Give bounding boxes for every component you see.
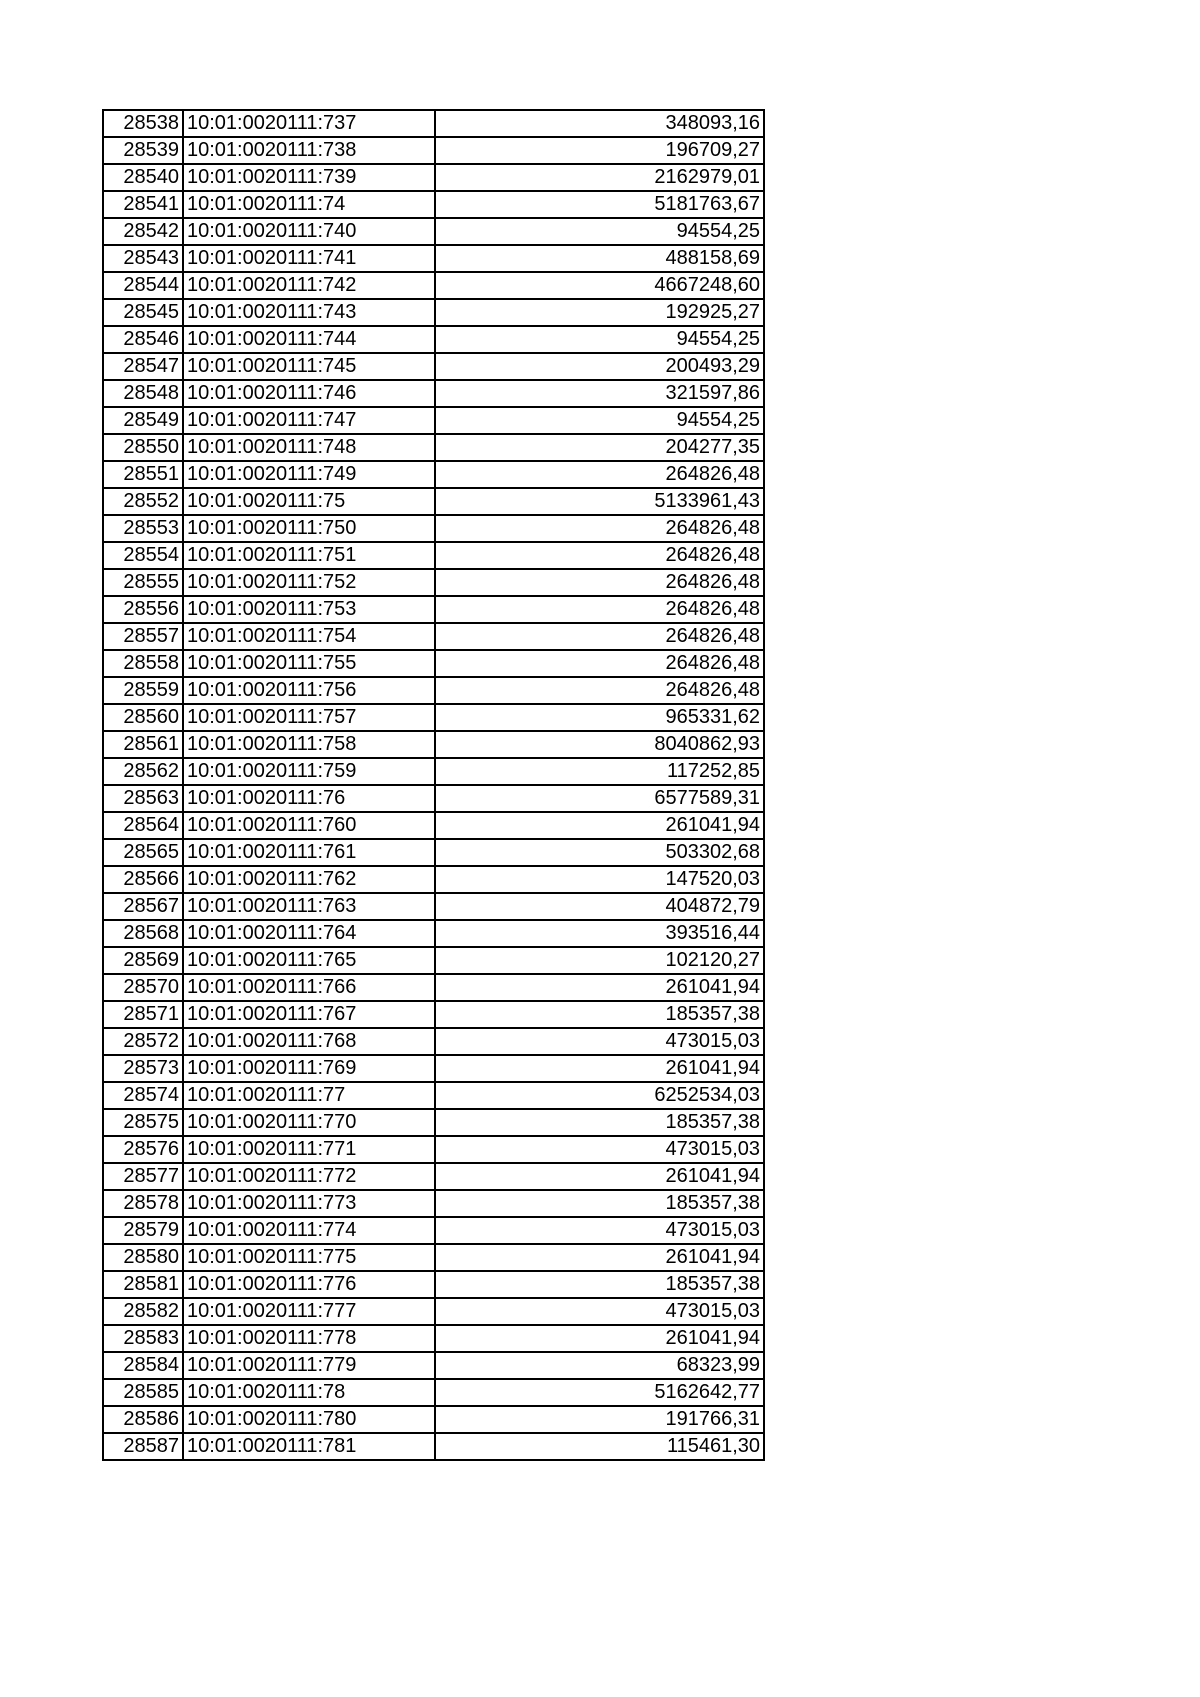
table-row	[103, 110, 764, 137]
table-row	[103, 1163, 764, 1190]
row-number-cell: 28544	[103, 272, 183, 299]
cadastral-number-cell: 10:01:0020111:752	[183, 569, 435, 596]
cadastral-number-cell: 10:01:0020111:764	[183, 920, 435, 947]
cadastral-number-cell: 10:01:0020111:740	[183, 218, 435, 245]
row-number-cell: 28581	[103, 1271, 183, 1298]
cadastral-number-cell: 10:01:0020111:770	[183, 1109, 435, 1136]
table-row	[103, 1190, 764, 1217]
value-cell: 261041,94	[435, 1325, 764, 1352]
table-row	[103, 1433, 764, 1460]
table-row	[103, 1001, 764, 1028]
table-row	[103, 434, 764, 461]
table-row	[103, 380, 764, 407]
table-row	[103, 1379, 764, 1406]
cadastral-number-cell: 10:01:0020111:773	[183, 1190, 435, 1217]
row-number-cell: 28574	[103, 1082, 183, 1109]
row-number-cell: 28559	[103, 677, 183, 704]
cadastral-number-cell: 10:01:0020111:78	[183, 1379, 435, 1406]
cadastral-number-cell: 10:01:0020111:776	[183, 1271, 435, 1298]
value-cell: 94554,25	[435, 407, 764, 434]
table-row	[103, 1217, 764, 1244]
row-number-cell: 28548	[103, 380, 183, 407]
table-row	[103, 1082, 764, 1109]
row-number-cell: 28571	[103, 1001, 183, 1028]
row-number-cell: 28575	[103, 1109, 183, 1136]
table-row	[103, 974, 764, 1001]
value-cell: 200493,29	[435, 353, 764, 380]
cadastral-number-cell: 10:01:0020111:755	[183, 650, 435, 677]
table-row	[103, 353, 764, 380]
cadastral-number-cell: 10:01:0020111:765	[183, 947, 435, 974]
table-body	[103, 110, 764, 1460]
value-cell: 191766,31	[435, 1406, 764, 1433]
value-cell: 117252,85	[435, 758, 764, 785]
cadastral-number-cell: 10:01:0020111:760	[183, 812, 435, 839]
row-number-cell: 28550	[103, 434, 183, 461]
row-number-cell: 28554	[103, 542, 183, 569]
value-cell: 6252534,03	[435, 1082, 764, 1109]
row-number-cell: 28542	[103, 218, 183, 245]
cadastral-number-cell: 10:01:0020111:772	[183, 1163, 435, 1190]
value-cell: 94554,25	[435, 326, 764, 353]
value-cell: 473015,03	[435, 1028, 764, 1055]
table-row	[103, 569, 764, 596]
row-number-cell: 28570	[103, 974, 183, 1001]
value-cell: 488158,69	[435, 245, 764, 272]
value-cell: 185357,38	[435, 1109, 764, 1136]
value-cell: 6577589,31	[435, 785, 764, 812]
value-cell: 115461,30	[435, 1433, 764, 1460]
row-number-cell: 28586	[103, 1406, 183, 1433]
row-number-cell: 28565	[103, 839, 183, 866]
row-number-cell: 28564	[103, 812, 183, 839]
table-row	[103, 839, 764, 866]
cadastral-number-cell: 10:01:0020111:738	[183, 137, 435, 164]
row-number-cell: 28538	[103, 110, 183, 137]
row-number-cell: 28568	[103, 920, 183, 947]
row-number-cell: 28577	[103, 1163, 183, 1190]
cadastral-number-cell: 10:01:0020111:749	[183, 461, 435, 488]
table-row	[103, 1055, 764, 1082]
table-row	[103, 731, 764, 758]
table-row	[103, 650, 764, 677]
table-row	[103, 704, 764, 731]
table-row	[103, 515, 764, 542]
row-number-cell: 28560	[103, 704, 183, 731]
table-row	[103, 596, 764, 623]
cadastral-number-cell: 10:01:0020111:763	[183, 893, 435, 920]
value-cell: 261041,94	[435, 1055, 764, 1082]
row-number-cell: 28547	[103, 353, 183, 380]
value-cell: 192925,27	[435, 299, 764, 326]
data-table	[102, 109, 765, 1461]
value-cell: 68323,99	[435, 1352, 764, 1379]
table-row	[103, 245, 764, 272]
cadastral-number-cell: 10:01:0020111:757	[183, 704, 435, 731]
row-number-cell: 28576	[103, 1136, 183, 1163]
value-cell: 185357,38	[435, 1271, 764, 1298]
value-cell: 264826,48	[435, 677, 764, 704]
cadastral-number-cell: 10:01:0020111:75	[183, 488, 435, 515]
value-cell: 196709,27	[435, 137, 764, 164]
row-number-cell: 28578	[103, 1190, 183, 1217]
row-number-cell: 28569	[103, 947, 183, 974]
value-cell: 404872,79	[435, 893, 764, 920]
cadastral-number-cell: 10:01:0020111:756	[183, 677, 435, 704]
row-number-cell: 28561	[103, 731, 183, 758]
table-row	[103, 1028, 764, 1055]
value-cell: 102120,27	[435, 947, 764, 974]
table-row	[103, 1271, 764, 1298]
row-number-cell: 28546	[103, 326, 183, 353]
table-row	[103, 785, 764, 812]
row-number-cell: 28541	[103, 191, 183, 218]
value-cell: 264826,48	[435, 596, 764, 623]
row-number-cell: 28584	[103, 1352, 183, 1379]
cadastral-number-cell: 10:01:0020111:74	[183, 191, 435, 218]
row-number-cell: 28557	[103, 623, 183, 650]
table-row	[103, 488, 764, 515]
row-number-cell: 28556	[103, 596, 183, 623]
row-number-cell: 28540	[103, 164, 183, 191]
cadastral-number-cell: 10:01:0020111:781	[183, 1433, 435, 1460]
row-number-cell: 28552	[103, 488, 183, 515]
table-row	[103, 191, 764, 218]
cadastral-number-cell: 10:01:0020111:774	[183, 1217, 435, 1244]
cadastral-number-cell: 10:01:0020111:778	[183, 1325, 435, 1352]
cadastral-number-cell: 10:01:0020111:759	[183, 758, 435, 785]
cadastral-number-cell: 10:01:0020111:753	[183, 596, 435, 623]
cadastral-number-cell: 10:01:0020111:766	[183, 974, 435, 1001]
cadastral-number-cell: 10:01:0020111:741	[183, 245, 435, 272]
table-row	[103, 1325, 764, 1352]
cadastral-number-cell: 10:01:0020111:748	[183, 434, 435, 461]
cadastral-number-cell: 10:01:0020111:754	[183, 623, 435, 650]
cadastral-number-cell: 10:01:0020111:758	[183, 731, 435, 758]
value-cell: 473015,03	[435, 1136, 764, 1163]
value-cell: 264826,48	[435, 515, 764, 542]
cadastral-number-cell: 10:01:0020111:76	[183, 785, 435, 812]
row-number-cell: 28543	[103, 245, 183, 272]
value-cell: 4667248,60	[435, 272, 764, 299]
cadastral-number-cell: 10:01:0020111:751	[183, 542, 435, 569]
table-row	[103, 677, 764, 704]
value-cell: 185357,38	[435, 1190, 764, 1217]
value-cell: 503302,68	[435, 839, 764, 866]
row-number-cell: 28580	[103, 1244, 183, 1271]
row-number-cell: 28582	[103, 1298, 183, 1325]
value-cell: 94554,25	[435, 218, 764, 245]
table-row	[103, 407, 764, 434]
value-cell: 261041,94	[435, 1163, 764, 1190]
row-number-cell: 28579	[103, 1217, 183, 1244]
cadastral-number-cell: 10:01:0020111:775	[183, 1244, 435, 1271]
table-row	[103, 461, 764, 488]
value-cell: 264826,48	[435, 569, 764, 596]
table-row	[103, 812, 764, 839]
row-number-cell: 28587	[103, 1433, 183, 1460]
row-number-cell: 28549	[103, 407, 183, 434]
table-row	[103, 623, 764, 650]
table-row	[103, 1298, 764, 1325]
table-row	[103, 137, 764, 164]
value-cell: 264826,48	[435, 650, 764, 677]
table-row	[103, 542, 764, 569]
cadastral-number-cell: 10:01:0020111:746	[183, 380, 435, 407]
cadastral-number-cell: 10:01:0020111:777	[183, 1298, 435, 1325]
value-cell: 965331,62	[435, 704, 764, 731]
cadastral-number-cell: 10:01:0020111:77	[183, 1082, 435, 1109]
value-cell: 185357,38	[435, 1001, 764, 1028]
cadastral-number-cell: 10:01:0020111:762	[183, 866, 435, 893]
table-row	[103, 1244, 764, 1271]
table-row	[103, 758, 764, 785]
cadastral-number-cell: 10:01:0020111:743	[183, 299, 435, 326]
table-row	[103, 947, 764, 974]
table-row	[103, 218, 764, 245]
table-row	[103, 272, 764, 299]
table-row	[103, 1109, 764, 1136]
value-cell: 147520,03	[435, 866, 764, 893]
row-number-cell: 28583	[103, 1325, 183, 1352]
row-number-cell: 28566	[103, 866, 183, 893]
cadastral-number-cell: 10:01:0020111:739	[183, 164, 435, 191]
row-number-cell: 28567	[103, 893, 183, 920]
value-cell: 264826,48	[435, 542, 764, 569]
cadastral-number-cell: 10:01:0020111:779	[183, 1352, 435, 1379]
value-cell: 264826,48	[435, 623, 764, 650]
table-row	[103, 164, 764, 191]
table-row	[103, 893, 764, 920]
value-cell: 5181763,67	[435, 191, 764, 218]
value-cell: 261041,94	[435, 812, 764, 839]
value-cell: 473015,03	[435, 1217, 764, 1244]
value-cell: 393516,44	[435, 920, 764, 947]
value-cell: 321597,86	[435, 380, 764, 407]
value-cell: 8040862,93	[435, 731, 764, 758]
cadastral-number-cell: 10:01:0020111:742	[183, 272, 435, 299]
cadastral-number-cell: 10:01:0020111:745	[183, 353, 435, 380]
table-row	[103, 866, 764, 893]
value-cell: 348093,16	[435, 110, 764, 137]
row-number-cell: 28539	[103, 137, 183, 164]
value-cell: 264826,48	[435, 461, 764, 488]
table-row	[103, 326, 764, 353]
table-row	[103, 1406, 764, 1433]
cadastral-number-cell: 10:01:0020111:750	[183, 515, 435, 542]
value-cell: 261041,94	[435, 1244, 764, 1271]
cadastral-number-cell: 10:01:0020111:761	[183, 839, 435, 866]
row-number-cell: 28553	[103, 515, 183, 542]
table-row	[103, 1136, 764, 1163]
row-number-cell: 28551	[103, 461, 183, 488]
row-number-cell: 28585	[103, 1379, 183, 1406]
row-number-cell: 28558	[103, 650, 183, 677]
table-row	[103, 1352, 764, 1379]
cadastral-number-cell: 10:01:0020111:780	[183, 1406, 435, 1433]
value-cell: 473015,03	[435, 1298, 764, 1325]
value-cell: 2162979,01	[435, 164, 764, 191]
table-row	[103, 920, 764, 947]
cadastral-number-cell: 10:01:0020111:771	[183, 1136, 435, 1163]
cadastral-number-cell: 10:01:0020111:747	[183, 407, 435, 434]
row-number-cell: 28555	[103, 569, 183, 596]
value-cell: 5162642,77	[435, 1379, 764, 1406]
cadastral-number-cell: 10:01:0020111:769	[183, 1055, 435, 1082]
cadastral-number-cell: 10:01:0020111:737	[183, 110, 435, 137]
cadastral-number-cell: 10:01:0020111:767	[183, 1001, 435, 1028]
cadastral-number-cell: 10:01:0020111:744	[183, 326, 435, 353]
row-number-cell: 28545	[103, 299, 183, 326]
value-cell: 5133961,43	[435, 488, 764, 515]
value-cell: 204277,35	[435, 434, 764, 461]
row-number-cell: 28563	[103, 785, 183, 812]
cadastral-number-cell: 10:01:0020111:768	[183, 1028, 435, 1055]
row-number-cell: 28572	[103, 1028, 183, 1055]
table-row	[103, 299, 764, 326]
value-cell: 261041,94	[435, 974, 764, 1001]
row-number-cell: 28562	[103, 758, 183, 785]
row-number-cell: 28573	[103, 1055, 183, 1082]
